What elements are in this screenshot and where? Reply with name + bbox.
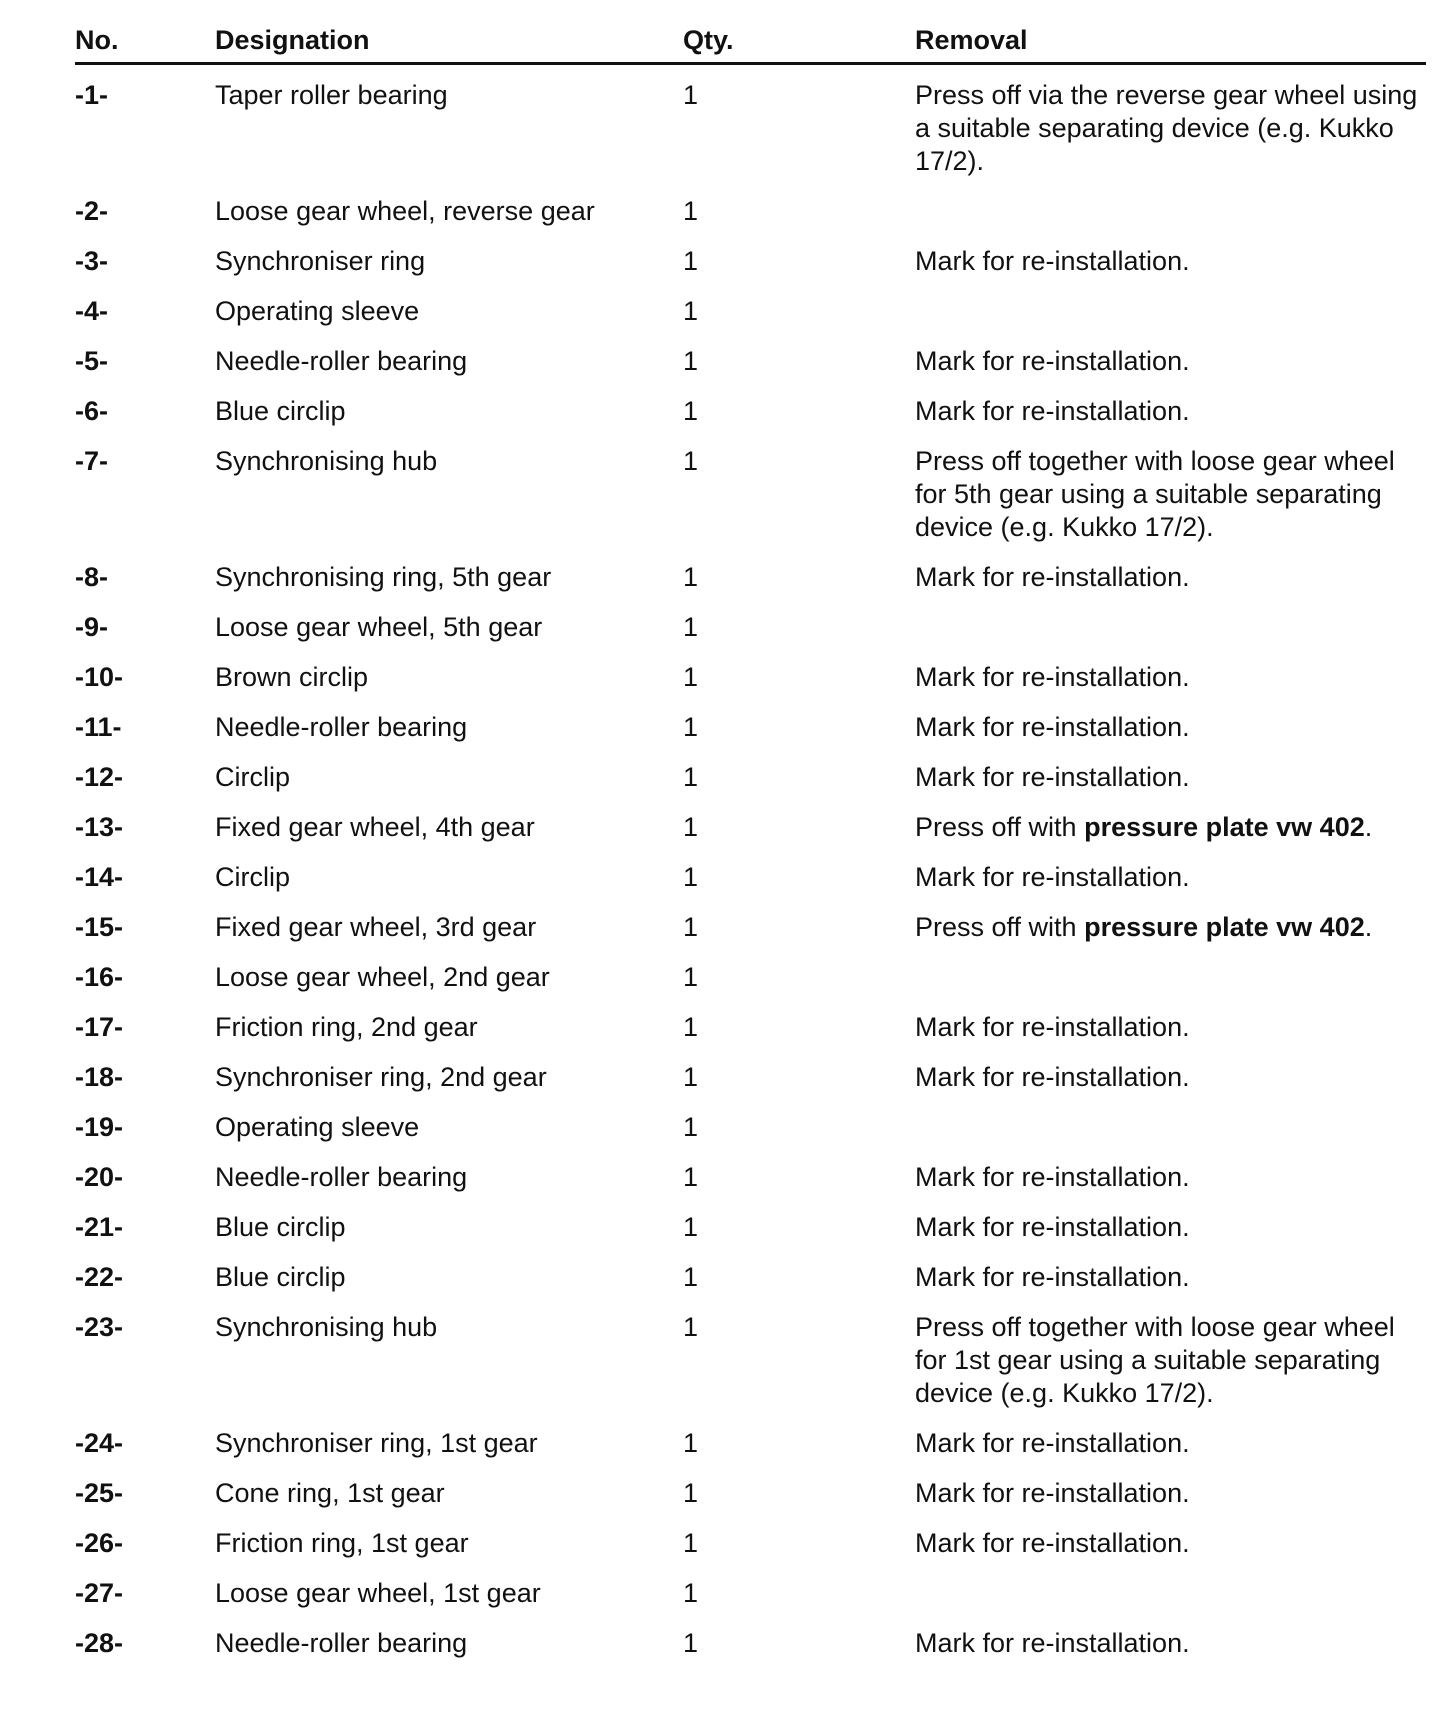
item-number: -14-: [75, 862, 124, 892]
item-designation: Synchroniser ring, 1st gear: [215, 1428, 538, 1458]
table-row: [75, 961, 1426, 1011]
item-removal-instruction: [915, 861, 1426, 911]
table-row: [75, 445, 1426, 561]
item-removal-instruction: [915, 195, 1426, 245]
item-designation: Brown circlip: [215, 662, 369, 692]
item-designation: Needle-roller bearing: [215, 1162, 468, 1192]
removal-text: Mark for re-installation.: [915, 396, 1190, 426]
removal-text: Press off together with loose gear wheel for 1st gear using a suitable separating device (e.g. Kukko 17/2).: [915, 1312, 1395, 1408]
item-removal-instruction: [915, 1061, 1426, 1111]
table-row: [75, 761, 1426, 811]
item-quantity: 1: [683, 296, 699, 326]
item-removal-instruction: [915, 961, 1426, 1011]
table-row: [75, 861, 1426, 911]
item-number: -26-: [75, 1528, 124, 1558]
item-designation: Taper roller bearing: [215, 80, 448, 110]
removal-text: Press off via the reverse gear wheel using a suitable separating device (e.g. Kukko 17/2).: [915, 80, 1418, 176]
item-quantity: 1: [683, 1428, 699, 1458]
item-designation: Needle-roller bearing: [215, 346, 468, 376]
table-row: [75, 1161, 1426, 1211]
table-row: [75, 295, 1426, 345]
table-row: [75, 1477, 1426, 1527]
item-removal-instruction: [915, 1211, 1426, 1261]
item-quantity: 1: [683, 962, 699, 992]
item-quantity: 1: [683, 196, 699, 226]
item-number: -17-: [75, 1012, 124, 1042]
item-removal-instruction: [915, 1477, 1426, 1527]
item-quantity: 1: [683, 662, 699, 692]
item-designation: Circlip: [215, 762, 291, 792]
item-removal-instruction: [915, 245, 1426, 295]
header-removal: Removal: [915, 22, 1426, 64]
item-number: -23-: [75, 1312, 124, 1342]
item-quantity: 1: [683, 562, 699, 592]
table-row: [75, 611, 1426, 661]
item-removal-instruction: [915, 1111, 1426, 1161]
removal-text: .: [1364, 812, 1373, 842]
item-designation: Synchroniser ring: [215, 246, 426, 276]
item-number: -2-: [75, 196, 108, 226]
table-row: [75, 195, 1426, 245]
item-designation: Fixed gear wheel, 4th gear: [215, 812, 535, 842]
removal-text: Mark for re-installation.: [915, 712, 1190, 742]
item-designation: Cone ring, 1st gear: [215, 1478, 445, 1508]
removal-text: Mark for re-installation.: [915, 1528, 1190, 1558]
item-removal-instruction: [915, 395, 1426, 445]
item-removal-instruction: [915, 711, 1426, 761]
item-quantity: 1: [683, 1212, 699, 1242]
item-designation: Synchroniser ring, 2nd gear: [215, 1062, 547, 1092]
item-designation: Circlip: [215, 862, 291, 892]
table-row: [75, 561, 1426, 611]
item-removal-instruction: [915, 761, 1426, 811]
table-row: [75, 1111, 1426, 1161]
removal-text: Mark for re-installation.: [915, 1262, 1190, 1292]
removal-text: Press off with: [915, 912, 1085, 942]
item-number: -16-: [75, 962, 124, 992]
table-row: [75, 1011, 1426, 1061]
table-row: [75, 345, 1426, 395]
table-row: [75, 1577, 1426, 1627]
item-number: -4-: [75, 296, 108, 326]
item-number: -19-: [75, 1112, 124, 1142]
item-designation: Blue circlip: [215, 1262, 346, 1292]
item-removal-instruction: [915, 561, 1426, 611]
item-number: -24-: [75, 1428, 124, 1458]
table-row: [75, 1261, 1426, 1311]
item-quantity: 1: [683, 396, 699, 426]
table-row: [75, 911, 1426, 961]
table-row: [75, 64, 1426, 196]
table-row: [75, 1627, 1426, 1677]
item-quantity: 1: [683, 1578, 699, 1608]
removal-text: Mark for re-installation.: [915, 862, 1190, 892]
item-number: -11-: [75, 712, 122, 742]
table-row: [75, 811, 1426, 861]
item-removal-instruction: [915, 1011, 1426, 1061]
item-removal-instruction: [915, 345, 1426, 395]
item-removal-instruction: [915, 1261, 1426, 1311]
removal-text: Mark for re-installation.: [915, 1162, 1190, 1192]
item-removal-instruction: [915, 1577, 1426, 1627]
table-row: [75, 1061, 1426, 1111]
item-number: -28-: [75, 1628, 124, 1658]
removal-text: Mark for re-installation.: [915, 1478, 1190, 1508]
item-number: -5-: [75, 346, 108, 376]
item-number: -22-: [75, 1262, 124, 1292]
item-quantity: 1: [683, 80, 699, 110]
table-row: [75, 711, 1426, 761]
item-removal-instruction: [915, 445, 1426, 561]
item-designation: Needle-roller bearing: [215, 1628, 468, 1658]
item-quantity: 1: [683, 712, 699, 742]
removal-text: Mark for re-installation.: [915, 1628, 1190, 1658]
header-designation: Designation: [215, 22, 683, 64]
item-quantity: 1: [683, 812, 699, 842]
item-designation: Synchronising ring, 5th gear: [215, 562, 552, 592]
item-quantity: 1: [683, 862, 699, 892]
removal-text: Mark for re-installation.: [915, 1012, 1190, 1042]
item-quantity: 1: [683, 1062, 699, 1092]
item-number: -9-: [75, 612, 108, 642]
item-number: -3-: [75, 246, 108, 276]
item-designation: Blue circlip: [215, 396, 346, 426]
item-number: -1-: [75, 80, 108, 110]
table-row: [75, 661, 1426, 711]
table-body: [75, 64, 1426, 1678]
item-number: -12-: [75, 762, 124, 792]
item-removal-instruction: [915, 911, 1426, 961]
item-removal-instruction: [915, 611, 1426, 661]
removal-text: Mark for re-installation.: [915, 1212, 1190, 1242]
item-quantity: 1: [683, 1162, 699, 1192]
removal-text: Mark for re-installation.: [915, 562, 1190, 592]
header-qty: Qty.: [683, 22, 915, 64]
item-designation: Blue circlip: [215, 1212, 346, 1242]
item-number: -15-: [75, 912, 124, 942]
item-designation: Operating sleeve: [215, 296, 420, 326]
item-removal-instruction: [915, 811, 1426, 861]
item-designation: Operating sleeve: [215, 1112, 420, 1142]
item-quantity: 1: [683, 912, 699, 942]
item-quantity: 1: [683, 1012, 699, 1042]
table-row: [75, 1527, 1426, 1577]
parts-table: [75, 22, 1426, 1677]
removal-text: Press off with: [915, 812, 1085, 842]
item-removal-instruction: [915, 1161, 1426, 1211]
header-no: No.: [75, 22, 215, 64]
item-designation: Loose gear wheel, reverse gear: [215, 196, 595, 226]
item-number: -27-: [75, 1578, 124, 1608]
tool-name: pressure plate vw 402: [1084, 812, 1365, 842]
item-removal-instruction: [915, 64, 1426, 196]
item-quantity: 1: [683, 1112, 699, 1142]
item-number: -6-: [75, 396, 108, 426]
item-designation: Synchronising hub: [215, 446, 438, 476]
item-removal-instruction: [915, 1527, 1426, 1577]
item-quantity: 1: [683, 1528, 699, 1558]
item-number: -25-: [75, 1478, 124, 1508]
table-row: [75, 1311, 1426, 1427]
item-designation: Friction ring, 2nd gear: [215, 1012, 478, 1042]
item-number: -21-: [75, 1212, 124, 1242]
item-designation: Loose gear wheel, 2nd gear: [215, 962, 550, 992]
table-row: [75, 1427, 1426, 1477]
item-quantity: 1: [683, 762, 699, 792]
removal-text: Press off together with loose gear wheel for 5th gear using a suitable separating device (e.g. Kukko 17/2).: [915, 446, 1395, 542]
item-removal-instruction: [915, 295, 1426, 345]
item-number: -18-: [75, 1062, 124, 1092]
item-number: -7-: [75, 446, 108, 476]
item-designation: Fixed gear wheel, 3rd gear: [215, 912, 537, 942]
removal-text: Mark for re-installation.: [915, 762, 1190, 792]
item-removal-instruction: [915, 1311, 1426, 1427]
item-removal-instruction: [915, 1627, 1426, 1677]
item-quantity: 1: [683, 1478, 699, 1508]
item-removal-instruction: [915, 661, 1426, 711]
item-number: -8-: [75, 562, 108, 592]
table-row: [75, 245, 1426, 295]
removal-text: Mark for re-installation.: [915, 1062, 1190, 1092]
removal-text: .: [1364, 912, 1373, 942]
item-designation: Synchronising hub: [215, 1312, 438, 1342]
item-quantity: 1: [683, 1312, 699, 1342]
removal-text: Mark for re-installation.: [915, 346, 1190, 376]
item-quantity: 1: [683, 612, 699, 642]
item-designation: Loose gear wheel, 1st gear: [215, 1578, 541, 1608]
item-number: -10-: [75, 662, 124, 692]
removal-text: Mark for re-installation.: [915, 246, 1190, 276]
item-quantity: 1: [683, 246, 699, 276]
item-designation: Needle-roller bearing: [215, 712, 468, 742]
item-designation: Loose gear wheel, 5th gear: [215, 612, 543, 642]
item-quantity: 1: [683, 346, 699, 376]
tool-name: pressure plate vw 402: [1084, 912, 1365, 942]
removal-text: Mark for re-installation.: [915, 662, 1190, 692]
table-header: [75, 22, 1426, 64]
header-row: [75, 22, 1426, 64]
removal-text: Mark for re-installation.: [915, 1428, 1190, 1458]
table-row: [75, 1211, 1426, 1261]
item-quantity: 1: [683, 1262, 699, 1292]
table-row: [75, 395, 1426, 445]
item-number: -20-: [75, 1162, 124, 1192]
item-number: -13-: [75, 812, 124, 842]
item-quantity: 1: [683, 1628, 699, 1658]
item-designation: Friction ring, 1st gear: [215, 1528, 469, 1558]
item-quantity: 1: [683, 446, 699, 476]
item-removal-instruction: [915, 1427, 1426, 1477]
